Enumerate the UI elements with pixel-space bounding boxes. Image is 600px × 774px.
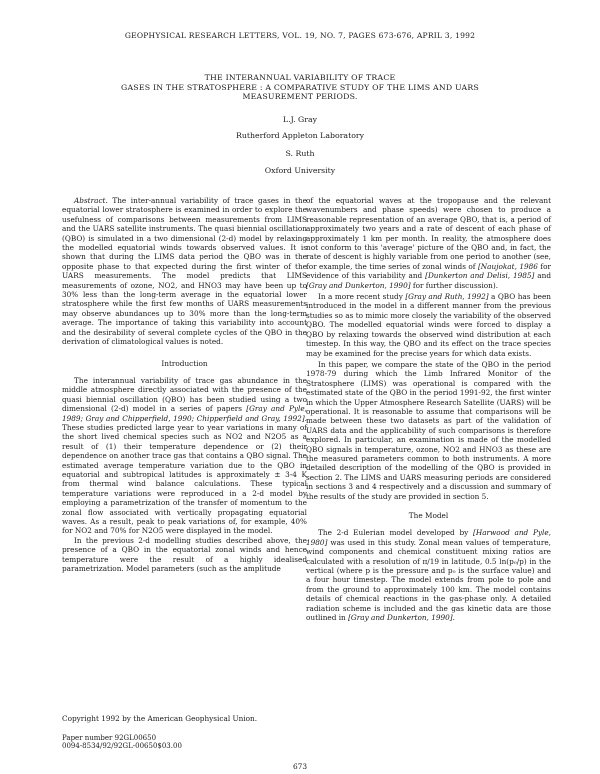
copyright-notice: Copyright 1992 by the American Geophysical Union. [62,714,258,723]
abstract-text: The inter-annual variability of trace gases in the equatorial lower stratosphere is examined in order to explore the usefulness of comparisons between measurements from LIMS and the UARS satellite instruments. The quasi biennial oscillation (QBO) is simulated in a two dimensional (2-d) model by relaxing the modelled equatorial winds towards observed values. It is shown that during the LIMS data period the QBO was in the opposite phase to that expected during the first winter of the UARS measurements. The model predicts that LIMS measurements of ozone, NO2, and HNO3 may have been up to 30% less than the long-term average in the equatorial lower stratosphere while the first few months of UARS measurements may observe abundances up to 30% more than the long-term average. The importance of taking this variability into account and the desirability of several complete cycles of the QBO in the derivation of climatological values is noted. [62,196,307,347]
affiliation-2: Oxford University [264,166,336,175]
citation: [Dunkerton and Delisi, 1985] [425,271,535,281]
citation: [Gray and Dunkerton, 1990] [348,613,453,623]
right-paragraph-2: In a more recent study [Gray and Ruth, 1992] a QBO has been introduced in the model in a different manner from the previous studies so as to mimic more closely the variability of the observed QBO. The modelled equatorial winds were forced to display a QBO by relaxing towards the observed wind distribution at each timestep. In this way, the QBO and its effect on the trace species may be examined for the precise years for which data exists. [306,292,551,358]
citation: [Naujokat, 1986 [477,261,538,271]
citation: [Gray and Dunkerton, 1990] [306,280,411,290]
affiliation-1: Rutherford Appleton Laboratory [235,131,365,140]
title-line-2: GASES IN THE STRATOSPHERE : A COMPARATIVE STUDY OF THE LIMS AND UARS [121,82,479,92]
right-paragraph-3: In this paper, we compare the state of the QBO in the period 1978-79 during which the Limb Infrared Monitor of the Stratosphere (LIMS) was operational is compared with the estimated state of the QBO in the period 1991-92, the first winter in which the Upper Atmosphere Research Satellite (UARS) will be operational. It is reasonable to assume that comparisons will be made between these two datasets as part of the validation of UARS data and the applicability of such comparisons is therefore explored. In particular, an examination is made of the modelled QBO signals in temperature, ozone, NO2 and HNO3 as these are the measured parameters common to both instruments. A more detailed description of the modelling of the QBO is provided in section 2. The LIMS and UARS measuring periods are considered in sections 3 and 4 respectively and a discussion and summary of the results of the study are provided in section 5. [306,359,551,501]
introduction-heading: Introduction [161,358,208,368]
paper-info [62,734,307,751]
right-paragraph-1: of the equatorial waves at the tropopause and the relevant wavenumbers and phase speeds) were chosen to produce a reasonable representation of an average QBO, that is, a period of approximately two years and a rate of descent of each phase of approximately 1 km per month. In reality, the atmosphere does not conform to this 'average' picture of the QBO and, in fact, the rate of descent is highly variable from one period to another (see, for example, the time series of zonal winds of [Naujokat, 1986 for evidence of this variability and [Dunkerton and Delisi, 1985] and [Gray and Dunkerton, 1990] for further discussion). [306,196,551,290]
article-title [120,73,480,102]
author-2: S. Ruth [285,149,315,158]
abstract-label: Abstract. [74,196,108,205]
model-paragraph: The 2-d Eulerian model developed by [Harwood and Pyle, 1980] was used in this study. Zonal mean values of temperature, wind components and chemical constituent mixing ratios are calculated with a resolution of π/19 in latitude, 0.5 ln(p₀/p) in the vertical (where p is the pressure and p₀ is the surface value) and a four hour timestep. The model extends from pole to pole and from the ground to approximately 100 km. The model contains details of chemical reactions in the gas-phase only. A detailed radiation scheme is included and the gas kinetic data are those outlined in [Gray and Dunkerton, 1990]. [306,528,551,623]
issn-code: 0094-8534/92/92GL-00650$03.00 [62,742,182,751]
left-column [62,196,307,573]
abstract [62,196,307,347]
running-head: GEOPHYSICAL RESEARCH LETTERS, VOL. 19, NO. 7, PAGES 673-676, APRIL 3, 1992 [124,31,476,40]
right-column [306,196,551,622]
title-line-1: THE INTERANNUAL VARIABILITY OF TRACE [204,73,396,82]
citation: [Gray and Ruth, 1992] [405,292,489,302]
model-heading: The Model [408,511,449,520]
title-line-3: MEASUREMENT PERIODS. [242,92,358,102]
paper-number: Paper number 92GL00650 [62,734,157,742]
citation: [Gray and Pyle, 1989; Gray and Chipperfield, 1990; Chipperfield and Gray, 1992] [62,404,307,423]
intro-paragraph-1: The interannual variability of trace gas abundance in the middle atmosphere directly associated with the presence of the quasi biennial oscillation (QBO) has been studied using a two dimensional (2-d) model in a series of papers [Gray and Pyle, 1989; Gray and Chipperfield, 1990; Chipperfield and Gray, 1992]. These studies predicted large year to year variations in many of the short lived chemical species such as NO2 and N2O5 as a result of (1) their temperature dependence or (2) their dependence on another trace gas that contains a QBO signal. The estimated average temperature variation due to the QBO in equatorial and subtropical latitudes is approximately ± 3-4 K from thermal wind balance calculations. These typical temperature variations were reproduced in a 2-d model by employing a parametrization of the transfer of momentum to the zonal flow associated with vertically propagating equatorial waves. As a result, peak to peak variations of, for example, 40% for NO2 and 70% for N2O5 were displayed in the model. [62,375,307,536]
page-number: 673 [292,762,308,771]
intro-paragraph-2: In the previous 2-d modelling studies described above, the presence of a QBO in the equatorial zonal winds and hence temperature were the result of a highly idealised parametrization. Model parameters (such as the amplitude [62,535,307,574]
author-1: L.J. Gray [282,115,318,124]
citation: [Harwood and Pyle, 1980] [306,528,551,547]
